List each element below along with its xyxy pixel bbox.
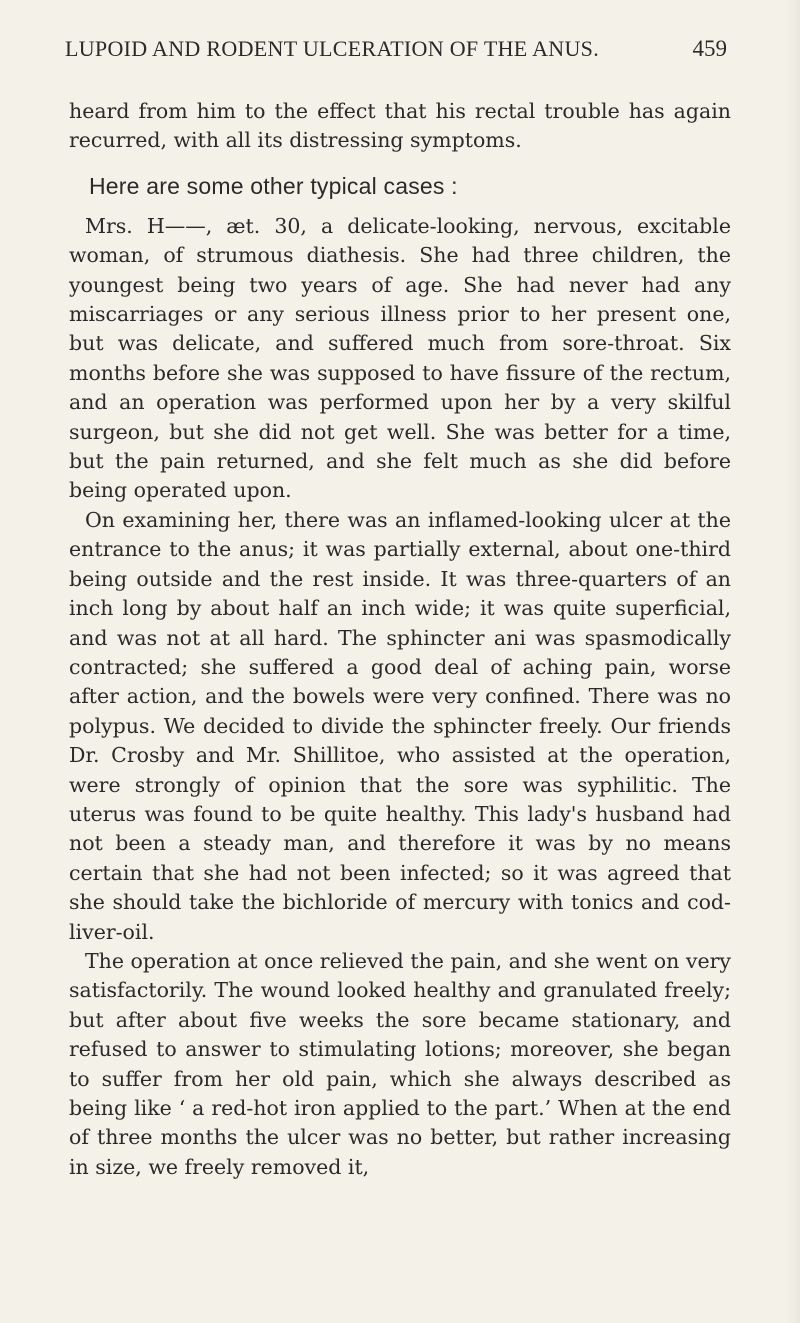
paragraph-continued: heard from him to the effect that his rectal trouble has again recurred, with all its distressing symptoms. [69, 99, 731, 153]
case-paragraph-2: On examining her, there was an inflamed-looking ulcer at the entrance to the anus; it was partially external, about one-third being outside and the rest inside. It was three-quarters of an inch long by about half an inch wide; it was quite superficial, and was not at all hard. The sphincter ani was spasmodically contracted; she suffered a good deal of aching pain, worse after action, and the bowels were very confined. There was no polypus. We decided to divide the sphincter freely. Our friends Dr. Crosby and Mr. Shillitoe, who assisted at the operation, were strongly of opinion that the sore was syphilitic. The uterus was found to be quite healthy. This lady's husband had not been a steady man, and therefore it was by no means certain that she had not been infected; so it was agreed that she should take the bichloride of mercury with tonics and cod-liver-oil. [69, 507, 731, 944]
page-number: 459 [692, 36, 727, 61]
running-head: LUPOID AND RODENT ULCERATION OF THE ANUS. [65, 36, 600, 61]
page-header [65, 36, 727, 76]
case-paragraph-1: Mrs. H——, æt. 30, a delicate-looking, nervous, excitable woman, of strumous diathesis. She had three children, the youngest being two years of age. She had never had any miscarriages or any serious illness prior to her present one, but was delicate, and suffered much from sore-throat. Six months before she was supposed to have fissure of the rectum, and an operation was performed upon her by a very skilful surgeon, but she did not get well. She was better for a time, but the pain returned, and she felt much as she did before being operated upon. [69, 213, 731, 503]
page-body [69, 97, 731, 1182]
page-edge-shadow [784, 0, 800, 1323]
case-paragraph-3: The operation at once relieved the pain, and she went on very satisfactorily. The wound looked healthy and granulated freely; but after about five weeks the sore became stationary, and refused to answer to stimulating lotions; moreover, she began to suffer from her old pain, which she always described as being like ‘ a red-hot iron applied to the part.’ When at the end of three months the ulcer was no better, but rather increasing in size, we freely removed it, [69, 948, 731, 1179]
section-heading: Here are some other typical cases : [89, 172, 458, 199]
